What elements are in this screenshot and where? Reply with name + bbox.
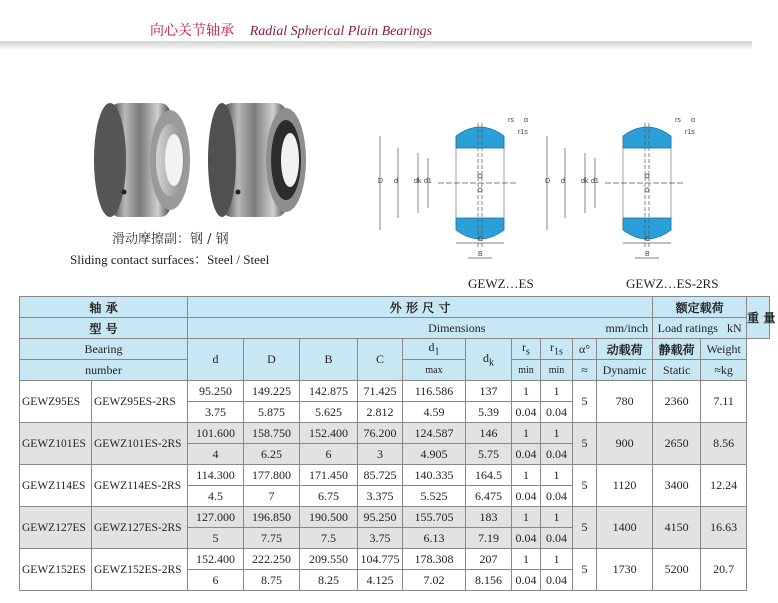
figure-label-es-2rs: GEWZ…ES-2RS: [626, 276, 719, 291]
svg-text:C: C: [478, 236, 484, 243]
cell: 8.75: [244, 570, 300, 591]
cell-alpha: 5: [573, 465, 597, 507]
svg-text:α: α: [524, 117, 529, 124]
cell-static: 5200: [653, 549, 701, 591]
cell: 140.335: [403, 465, 466, 486]
header-load-cn: 额定载荷: [653, 297, 747, 318]
figure-label-es: GEWZ…ES: [468, 276, 534, 291]
cell: 7: [244, 486, 300, 507]
svg-text:rs: rs: [675, 117, 681, 124]
cell: 4: [188, 444, 244, 465]
svg-text:d1: d1: [424, 178, 432, 185]
cell: 5.625: [300, 402, 358, 423]
col-D: D: [244, 339, 300, 381]
cell: 222.250: [244, 549, 300, 570]
cell: 1: [512, 465, 541, 486]
cell: 7.02: [403, 570, 466, 591]
header-number-en: number: [20, 360, 188, 381]
cell: 1: [512, 423, 541, 444]
cell: 0.04: [541, 570, 573, 591]
cell-alpha: 5: [573, 507, 597, 549]
cell: 7.75: [244, 528, 300, 549]
col-r1s-min: min: [541, 360, 573, 381]
cell-dynamic: 900: [597, 423, 653, 465]
col-alpha-approx: ≈: [573, 360, 597, 381]
cell: 1: [512, 549, 541, 570]
cell: 137: [466, 381, 512, 402]
drawing-gewz-es: [378, 98, 538, 268]
svg-text:dk: dk: [414, 178, 422, 185]
bearing-photo-2: [202, 95, 312, 225]
model-es: GEWZ127ES: [20, 507, 92, 549]
cell-dynamic: 1400: [597, 507, 653, 549]
cell: 0.04: [512, 528, 541, 549]
surfaces-caption-cn: 滑动摩擦副：钢 / 钢: [112, 232, 229, 247]
cell: 95.250: [358, 507, 403, 528]
cell: 152.400: [300, 423, 358, 444]
cell: 1: [541, 507, 573, 528]
cell: 4.59: [403, 402, 466, 423]
header-model-cn: 型 号: [20, 318, 188, 339]
cell: 6.475: [466, 486, 512, 507]
cell: 4.905: [403, 444, 466, 465]
model-es: GEWZ101ES: [20, 423, 92, 465]
cell-dynamic: 1730: [597, 549, 653, 591]
model-es-2rs: GEWZ127ES-2RS: [92, 507, 188, 549]
cell: 4.5: [188, 486, 244, 507]
col-r1s: $r_{1s}$: [541, 339, 573, 360]
cell-static: 4150: [653, 507, 701, 549]
cell: 178.308: [403, 549, 466, 570]
cell: 0.04: [541, 402, 573, 423]
cell: 8.156: [466, 570, 512, 591]
col-d: d: [188, 339, 244, 381]
cell-static: 3400: [653, 465, 701, 507]
cell: 1: [541, 549, 573, 570]
svg-text:D: D: [545, 178, 551, 185]
col-dynamic-cn: 动载荷: [597, 339, 653, 360]
cell: 6: [300, 444, 358, 465]
cell: 76.200: [358, 423, 403, 444]
cell: 3.75: [358, 528, 403, 549]
bearing-photo-1: [88, 95, 198, 225]
cell: 5: [188, 528, 244, 549]
cell: 177.800: [244, 465, 300, 486]
cell-static: 2650: [653, 423, 701, 465]
cell: 6.13: [403, 528, 466, 549]
cell: 190.500: [300, 507, 358, 528]
cell: 116.586: [403, 381, 466, 402]
cell: 1: [512, 381, 541, 402]
cell-weight: 8.56: [701, 423, 747, 465]
header-bearing-cn: 轴 承: [20, 297, 188, 318]
cell: 0.04: [512, 570, 541, 591]
cell: 183: [466, 507, 512, 528]
cell-alpha: 5: [573, 549, 597, 591]
table-row: [20, 507, 770, 528]
cell: 171.450: [300, 465, 358, 486]
cell-static: 2360: [653, 381, 701, 423]
svg-text:B: B: [645, 251, 650, 258]
cell: 146: [466, 423, 512, 444]
cell-weight: 20.7: [701, 549, 747, 591]
col-C: C: [358, 339, 403, 381]
cell: 149.225: [244, 381, 300, 402]
svg-text:d1: d1: [591, 178, 599, 185]
cell: 158.750: [244, 423, 300, 444]
cell: 8.25: [300, 570, 358, 591]
cell: 0.04: [512, 402, 541, 423]
title-cn: 向心关节轴承: [150, 23, 234, 39]
cell: 0.04: [512, 444, 541, 465]
header-dimensions-cn: 外 形 尺 寸: [188, 297, 653, 318]
cell: 5.875: [244, 402, 300, 423]
cell: 6: [188, 570, 244, 591]
cell-dynamic: 780: [597, 381, 653, 423]
model-es-2rs: GEWZ152ES-2RS: [92, 549, 188, 591]
cell: 71.425: [358, 381, 403, 402]
svg-text:r1s: r1s: [518, 129, 528, 136]
col-rs: $r_s$: [512, 339, 541, 360]
svg-text:C: C: [645, 236, 651, 243]
cell: 7.5: [300, 528, 358, 549]
col-alpha: α°: [573, 339, 597, 360]
cell: 114.300: [188, 465, 244, 486]
cell: 155.705: [403, 507, 466, 528]
cell: 209.550: [300, 549, 358, 570]
table-row: [20, 549, 770, 570]
cell: 95.250: [188, 381, 244, 402]
cell: 5.39: [466, 402, 512, 423]
cell: 196.850: [244, 507, 300, 528]
cell: 5.75: [466, 444, 512, 465]
cell: 0.04: [541, 528, 573, 549]
cell: 5.525: [403, 486, 466, 507]
table-row: [20, 423, 770, 444]
cell: 0.04: [512, 486, 541, 507]
header-dimensions-en: Dimensions mm/inch: [188, 318, 653, 339]
model-es: GEWZ95ES: [20, 381, 92, 423]
bearing-spec-table: [19, 296, 776, 591]
cell: 85.725: [358, 465, 403, 486]
svg-text:dk: dk: [581, 178, 589, 185]
model-es: GEWZ152ES: [20, 549, 92, 591]
surfaces-caption-en: Sliding contact surfaces：Steel / Steel: [70, 252, 270, 267]
svg-text:α: α: [691, 117, 696, 124]
cell: 2.812: [358, 402, 403, 423]
col-d1: $d_1$: [403, 339, 466, 360]
col-B: B: [300, 339, 358, 381]
spec-table-body: [20, 381, 770, 591]
cell: 7.19: [466, 528, 512, 549]
svg-text:B: B: [478, 251, 483, 258]
header-load-en: Load ratings kN: [653, 318, 747, 339]
cell: 1: [512, 507, 541, 528]
svg-text:r1s: r1s: [685, 129, 695, 136]
cell: 6.75: [300, 486, 358, 507]
table-row: [20, 381, 770, 402]
col-dynamic-en: Dynamic: [597, 360, 653, 381]
header-divider: [0, 41, 752, 50]
cell: 104.775: [358, 549, 403, 570]
cell-alpha: 5: [573, 423, 597, 465]
svg-text:d: d: [394, 178, 398, 185]
model-es: GEWZ114ES: [20, 465, 92, 507]
cell: 152.400: [188, 549, 244, 570]
col-rs-min: min: [512, 360, 541, 381]
model-es-2rs: GEWZ114ES-2RS: [92, 465, 188, 507]
cell: 1: [541, 465, 573, 486]
cell: 207: [466, 549, 512, 570]
title-en: Radial Spherical Plain Bearings: [249, 24, 433, 39]
cell: 0.04: [541, 444, 573, 465]
col-dk: $d_k$: [466, 339, 512, 381]
model-es-2rs: GEWZ101ES-2RS: [92, 423, 188, 465]
table-row: [20, 465, 770, 486]
cell: 1: [541, 381, 573, 402]
header-weight-en: Weight: [701, 339, 747, 360]
cell-weight: 16.63: [701, 507, 747, 549]
col-static-en: Static: [653, 360, 701, 381]
drawing-gewz-es-2rs: [545, 98, 705, 268]
cell-dynamic: 1120: [597, 465, 653, 507]
col-static-cn: 静载荷: [653, 339, 701, 360]
cell-weight: 7.11: [701, 381, 747, 423]
cell: 142.875: [300, 381, 358, 402]
cell: 127.000: [188, 507, 244, 528]
svg-text:D: D: [378, 178, 384, 185]
cell: 124.587: [403, 423, 466, 444]
cell-weight: 12.24: [701, 465, 747, 507]
cell: 6.25: [244, 444, 300, 465]
col-d1-max: max: [403, 360, 466, 381]
header-bearing-en: Bearing: [20, 339, 188, 360]
svg-text:rs: rs: [508, 117, 514, 124]
svg-text:d: d: [561, 178, 565, 185]
cell-alpha: 5: [573, 381, 597, 423]
cell: 3.75: [188, 402, 244, 423]
model-es-2rs: GEWZ95ES-2RS: [92, 381, 188, 423]
cell: 3.375: [358, 486, 403, 507]
cell: 101.600: [188, 423, 244, 444]
cell: 4.125: [358, 570, 403, 591]
header-weight-cn: 重 量: [747, 297, 770, 339]
cell: 0.04: [541, 486, 573, 507]
page-title: [150, 20, 432, 40]
cell: 3: [358, 444, 403, 465]
col-weight-unit: ≈kg: [701, 360, 747, 381]
cell: 1: [541, 423, 573, 444]
cell: 164.5: [466, 465, 512, 486]
